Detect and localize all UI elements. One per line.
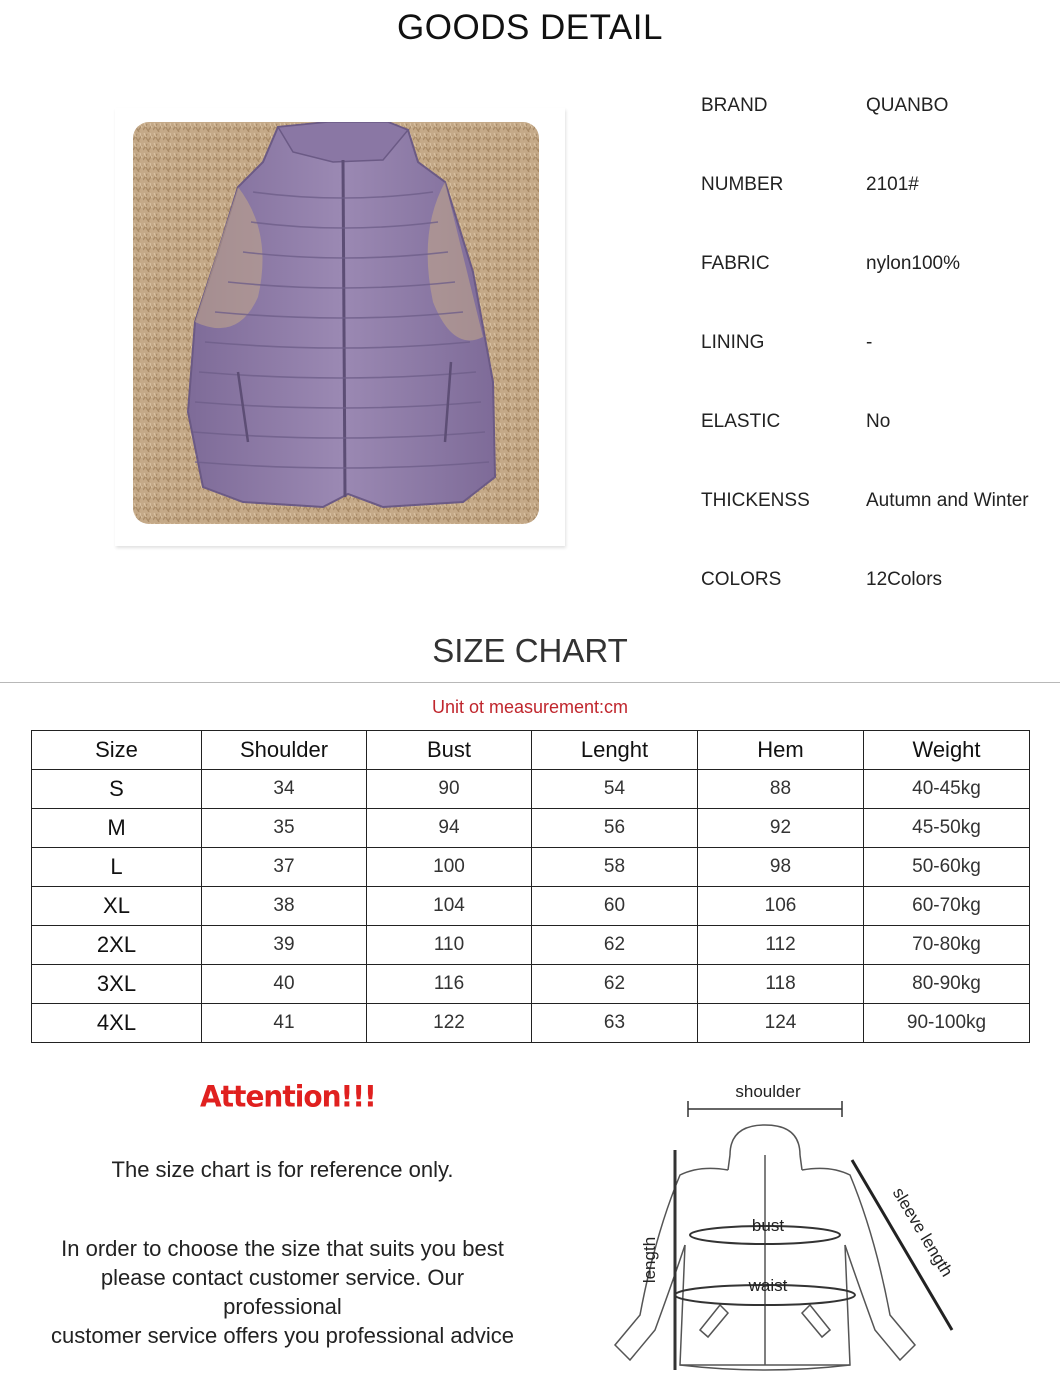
- label-waist: waist: [748, 1276, 788, 1295]
- notice-line-1: The size chart is for reference only.: [111, 1157, 454, 1182]
- spec-value: No: [866, 411, 891, 432]
- table-cell: 38: [202, 887, 367, 926]
- spec-label: ELASTIC: [701, 411, 781, 432]
- table-cell: 39: [202, 926, 367, 965]
- table-cell: 62: [532, 926, 698, 965]
- size-cell: S: [32, 770, 202, 809]
- spec-label: COLORS: [701, 569, 782, 590]
- table-cell: 62: [532, 965, 698, 1004]
- table-cell: 58: [532, 848, 698, 887]
- attention-heading: Attention!!!: [200, 1079, 376, 1114]
- table-cell: 60: [532, 887, 698, 926]
- label-sleeve-length: sleeve length: [888, 1184, 957, 1280]
- table-row: [32, 1004, 1030, 1043]
- table-header-row: [32, 731, 1030, 770]
- column-header: Weight: [864, 731, 1030, 770]
- table-cell: 100: [367, 848, 532, 887]
- table-cell: 40: [202, 965, 367, 1004]
- notice-line-4: professional: [223, 1294, 342, 1319]
- table-cell: 104: [367, 887, 532, 926]
- size-cell: M: [32, 809, 202, 848]
- divider: [0, 682, 1060, 683]
- size-cell: 3XL: [32, 965, 202, 1004]
- notice-line-3: please contact customer service. Our: [100, 1265, 465, 1290]
- table-row: [32, 887, 1030, 926]
- label-shoulder: shoulder: [735, 1082, 801, 1101]
- table-cell: 94: [367, 809, 532, 848]
- table-cell: 34: [202, 770, 367, 809]
- table-cell: 106: [698, 887, 864, 926]
- label-length: length: [640, 1236, 659, 1284]
- spec-label: FABRIC: [701, 253, 770, 274]
- spec-label: NUMBER: [701, 174, 784, 195]
- table-cell: 122: [367, 1004, 532, 1043]
- size-table: [31, 730, 1030, 1043]
- table-cell: 90: [367, 770, 532, 809]
- table-cell: 40-45kg: [864, 770, 1030, 809]
- column-header: Size: [32, 731, 202, 770]
- table-cell: 60-70kg: [864, 887, 1030, 926]
- label-bust: bust: [751, 1216, 785, 1235]
- table-cell: 54: [532, 770, 698, 809]
- spec-value: QUANBO: [866, 95, 949, 116]
- table-cell: 110: [367, 926, 532, 965]
- notice-line-5: customer service offers you professional advice: [50, 1323, 515, 1348]
- table-cell: 124: [698, 1004, 864, 1043]
- table-cell: 37: [202, 848, 367, 887]
- table-row: [32, 965, 1030, 1004]
- spec-label: THICKENSS: [701, 490, 810, 511]
- table-cell: 35: [202, 809, 367, 848]
- column-header: Hem: [698, 731, 864, 770]
- column-header: Bust: [367, 731, 532, 770]
- table-cell: 118: [698, 965, 864, 1004]
- table-row: [32, 809, 1030, 848]
- product-photo: [133, 122, 539, 524]
- table-cell: 90-100kg: [864, 1004, 1030, 1043]
- page-title: GOODS DETAIL: [397, 8, 663, 47]
- table-cell: 116: [367, 965, 532, 1004]
- table-cell: 80-90kg: [864, 965, 1030, 1004]
- table-cell: 112: [698, 926, 864, 965]
- table-cell: 56: [532, 809, 698, 848]
- spec-value: 12Colors: [866, 569, 943, 590]
- size-cell: XL: [32, 887, 202, 926]
- table-row: [32, 848, 1030, 887]
- table-cell: 88: [698, 770, 864, 809]
- measurement-diagram: [600, 1075, 1000, 1381]
- size-cell: L: [32, 848, 202, 887]
- spec-label: LINING: [701, 332, 765, 353]
- table-cell: 41: [202, 1004, 367, 1043]
- size-cell: 2XL: [32, 926, 202, 965]
- table-cell: 70-80kg: [864, 926, 1030, 965]
- column-header: Shoulder: [202, 731, 367, 770]
- table-row: [32, 770, 1030, 809]
- table-cell: 92: [698, 809, 864, 848]
- size-cell: 4XL: [32, 1004, 202, 1043]
- spec-value: -: [866, 332, 873, 353]
- spec-label: BRAND: [701, 95, 768, 116]
- unit-note: Unit ot measurement:cm: [431, 697, 629, 717]
- spec-value: nylon100%: [866, 253, 961, 274]
- table-cell: 98: [698, 848, 864, 887]
- spec-value: Autumn and Winter: [866, 490, 1029, 511]
- notice-line-2: In order to choose the size that suits you best: [61, 1236, 504, 1261]
- table-row: [32, 926, 1030, 965]
- table-cell: 45-50kg: [864, 809, 1030, 848]
- product-photo-frame: [115, 108, 565, 546]
- vest-illustration: [133, 122, 539, 524]
- spec-value: 2101#: [866, 174, 919, 195]
- table-cell: 50-60kg: [864, 848, 1030, 887]
- size-chart-title: SIZE CHART: [432, 632, 628, 669]
- table-cell: 63: [532, 1004, 698, 1043]
- column-header: Lenght: [532, 731, 698, 770]
